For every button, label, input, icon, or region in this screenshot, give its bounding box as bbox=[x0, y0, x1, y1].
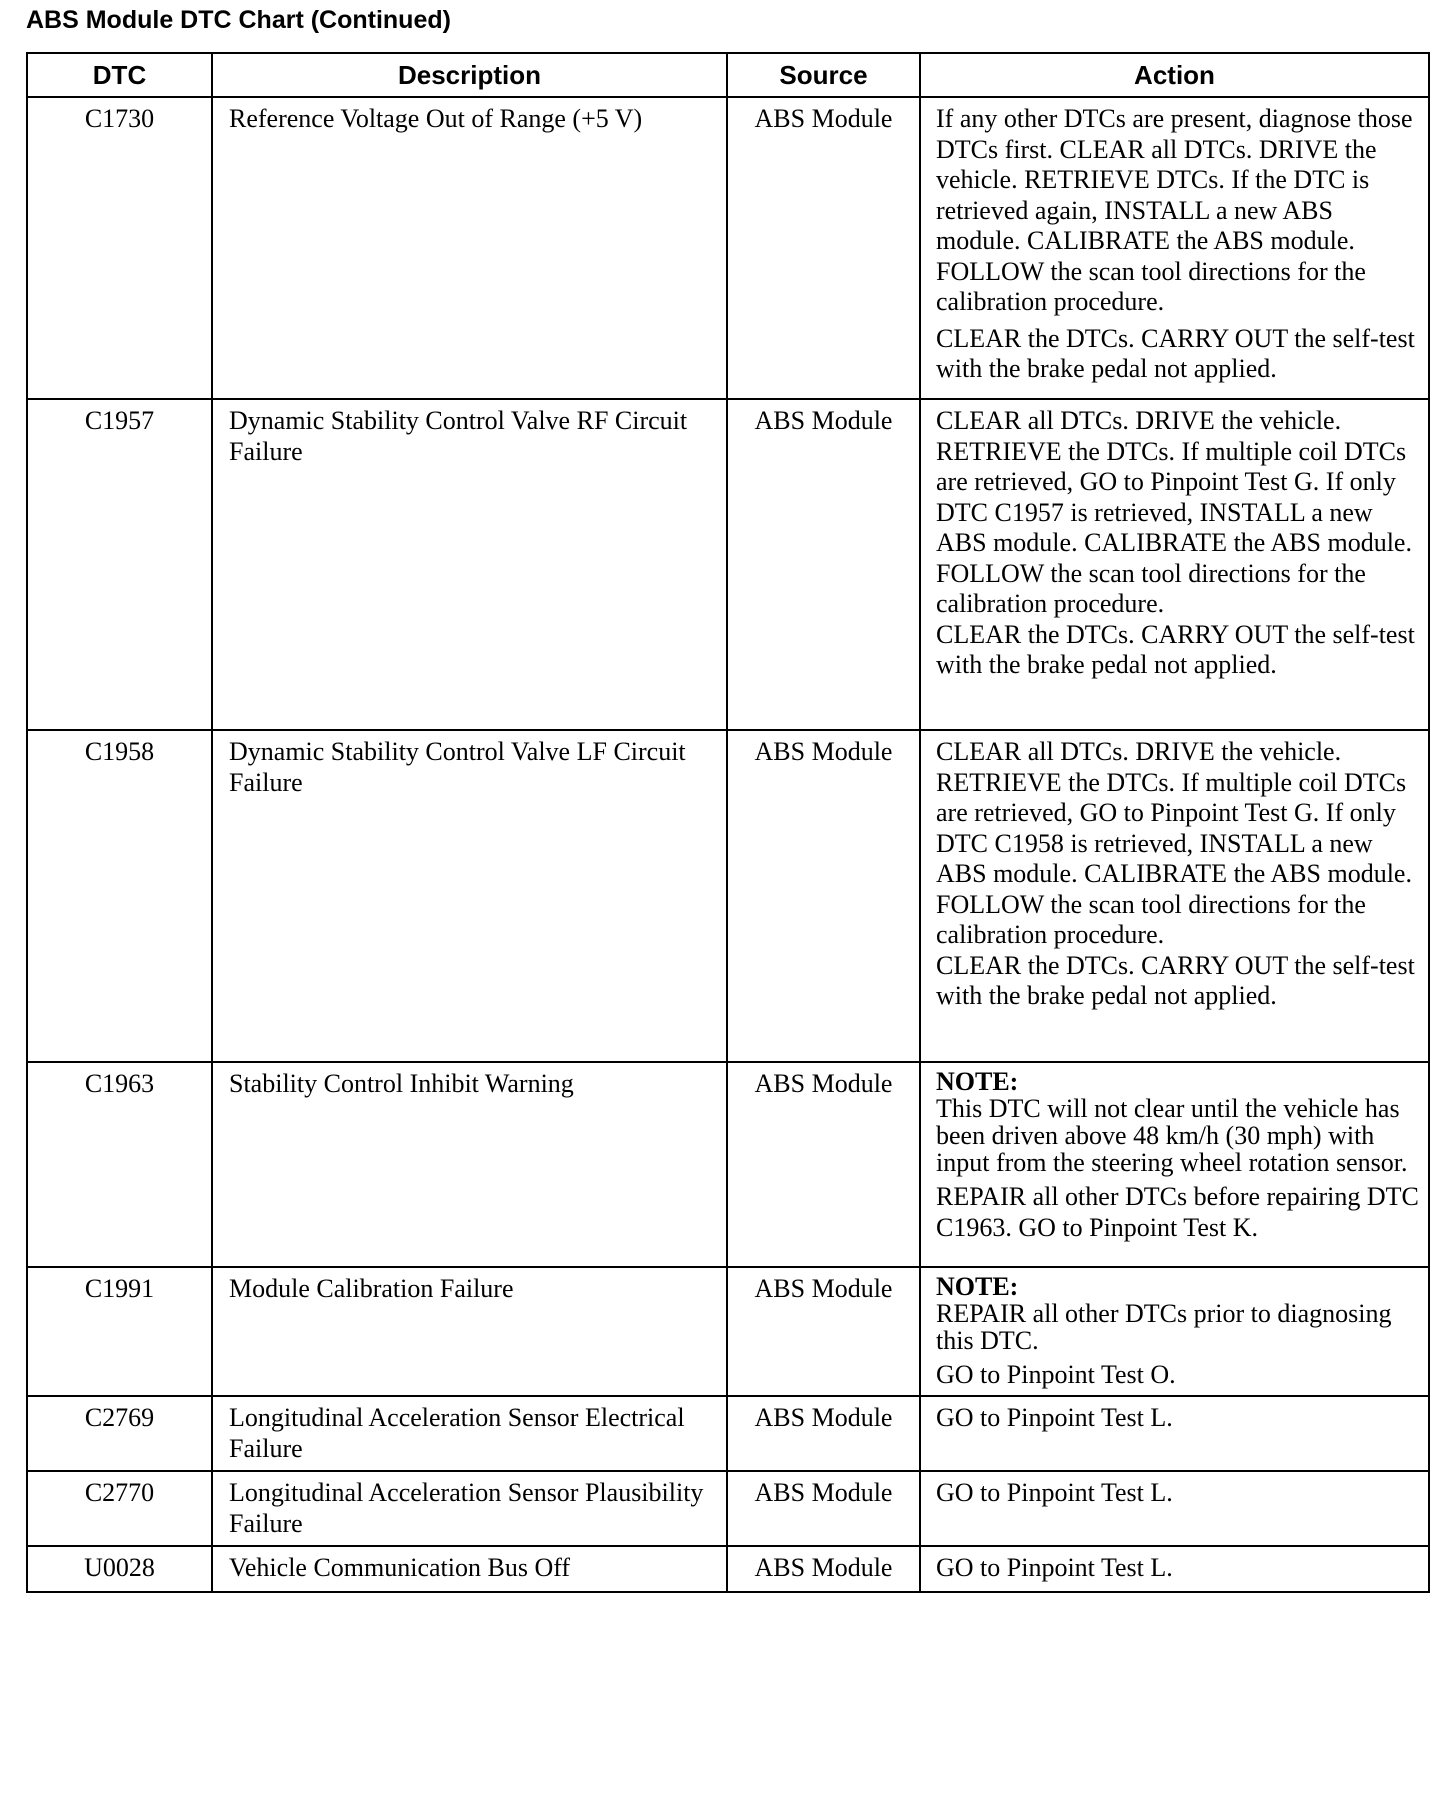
header-action: Action bbox=[920, 53, 1429, 97]
note-label: NOTE: bbox=[936, 1272, 1019, 1301]
dtc-code: U0028 bbox=[27, 1546, 212, 1592]
dtc-description: Vehicle Communication Bus Off bbox=[212, 1546, 727, 1592]
note-label: NOTE: bbox=[936, 1067, 1019, 1096]
dtc-description: Dynamic Stability Control Valve LF Circuit Failure bbox=[212, 730, 727, 1062]
dtc-action bbox=[920, 1471, 1429, 1546]
table-header-row bbox=[27, 53, 1429, 97]
dtc-source: ABS Module bbox=[727, 97, 920, 399]
dtc-description: Longitudinal Acceleration Sensor Electrical Failure bbox=[212, 1396, 727, 1471]
action-text: CLEAR all DTCs. DRIVE the vehicle. RETRIEVE the DTCs. If multiple coil DTCs are retrieved, GO to Pinpoint Test G. If only DTC C1958 is retrieved, INSTALL a new ABS module. CALIBRATE the ABS module. FOLLOW the scan tool directions for the calibration procedure. bbox=[936, 737, 1412, 949]
dtc-code: C1730 bbox=[27, 97, 212, 399]
table-row bbox=[27, 730, 1429, 1062]
action-text: GO to Pinpoint Test L. bbox=[936, 1553, 1173, 1582]
dtc-source: ABS Module bbox=[727, 1062, 920, 1267]
dtc-action bbox=[920, 97, 1429, 399]
table-row bbox=[27, 399, 1429, 730]
dtc-action bbox=[920, 1546, 1429, 1592]
table-row bbox=[27, 1062, 1429, 1267]
table-row bbox=[27, 1471, 1429, 1546]
action-text: CLEAR the DTCs. CARRY OUT the self-test with the brake pedal not applied. bbox=[936, 619, 1415, 679]
action-text: CLEAR all DTCs. DRIVE the vehicle. RETRIEVE the DTCs. If multiple coil DTCs are retrieved, GO to Pinpoint Test G. If only DTC C1957 is retrieved, INSTALL a new ABS module. CALIBRATE the ABS module. FOLLOW the scan tool directions for the calibration procedure. bbox=[936, 406, 1412, 618]
action-text: If any other DTCs are present, diagnose those DTCs first. CLEAR all DTCs. DRIVE the vehicle. RETRIEVE DTCs. If the DTC is retrieved again, INSTALL a new ABS module. CALIBRATE the ABS module. FOLLOW the scan tool directions for the calibration procedure. bbox=[936, 104, 1413, 316]
table-row bbox=[27, 1396, 1429, 1471]
dtc-source: ABS Module bbox=[727, 1396, 920, 1471]
dtc-source: ABS Module bbox=[727, 1471, 920, 1546]
action-text: REPAIR all other DTCs before repairing DTC C1963. GO to Pinpoint Test K. bbox=[936, 1182, 1419, 1242]
dtc-code: C2769 bbox=[27, 1396, 212, 1471]
dtc-code: C1963 bbox=[27, 1062, 212, 1267]
dtc-source: ABS Module bbox=[727, 1267, 920, 1396]
note-text: REPAIR all other DTCs prior to diagnosing this DTC. bbox=[936, 1299, 1392, 1355]
table-row bbox=[27, 1546, 1429, 1592]
dtc-code: C1991 bbox=[27, 1267, 212, 1396]
action-text: CLEAR the DTCs. CARRY OUT the self-test with the brake pedal not applied. bbox=[936, 950, 1415, 1010]
header-dtc: DTC bbox=[27, 53, 212, 97]
dtc-action bbox=[920, 1396, 1429, 1471]
table-row bbox=[27, 1267, 1429, 1396]
dtc-code: C1957 bbox=[27, 399, 212, 730]
header-source: Source bbox=[727, 53, 920, 97]
note-text: This DTC will not clear until the vehicle has been driven above 48 km/h (30 mph) with input from the steering wheel rotation sensor. bbox=[936, 1094, 1408, 1177]
dtc-code: C1958 bbox=[27, 730, 212, 1062]
dtc-source: ABS Module bbox=[727, 399, 920, 730]
dtc-description: Reference Voltage Out of Range (+5 V) bbox=[212, 97, 727, 399]
dtc-description: Dynamic Stability Control Valve RF Circuit Failure bbox=[212, 399, 727, 730]
dtc-description: Stability Control Inhibit Warning bbox=[212, 1062, 727, 1267]
dtc-action bbox=[920, 1267, 1429, 1396]
header-description: Description bbox=[212, 53, 727, 97]
dtc-table bbox=[26, 52, 1430, 1593]
dtc-action bbox=[920, 730, 1429, 1062]
dtc-action bbox=[920, 399, 1429, 730]
action-text: GO to Pinpoint Test O. bbox=[936, 1360, 1176, 1389]
table-row bbox=[27, 97, 1429, 399]
dtc-description: Module Calibration Failure bbox=[212, 1267, 727, 1396]
action-text: CLEAR the DTCs. CARRY OUT the self-test with the brake pedal not applied. bbox=[936, 323, 1415, 383]
dtc-description: Longitudinal Acceleration Sensor Plausibility Failure bbox=[212, 1471, 727, 1546]
page-title: ABS Module DTC Chart (Continued) bbox=[26, 6, 451, 34]
action-text: GO to Pinpoint Test L. bbox=[936, 1478, 1173, 1507]
dtc-source: ABS Module bbox=[727, 1546, 920, 1592]
dtc-code: C2770 bbox=[27, 1471, 212, 1546]
dtc-source: ABS Module bbox=[727, 730, 920, 1062]
dtc-action bbox=[920, 1062, 1429, 1267]
action-text: GO to Pinpoint Test L. bbox=[936, 1403, 1173, 1432]
